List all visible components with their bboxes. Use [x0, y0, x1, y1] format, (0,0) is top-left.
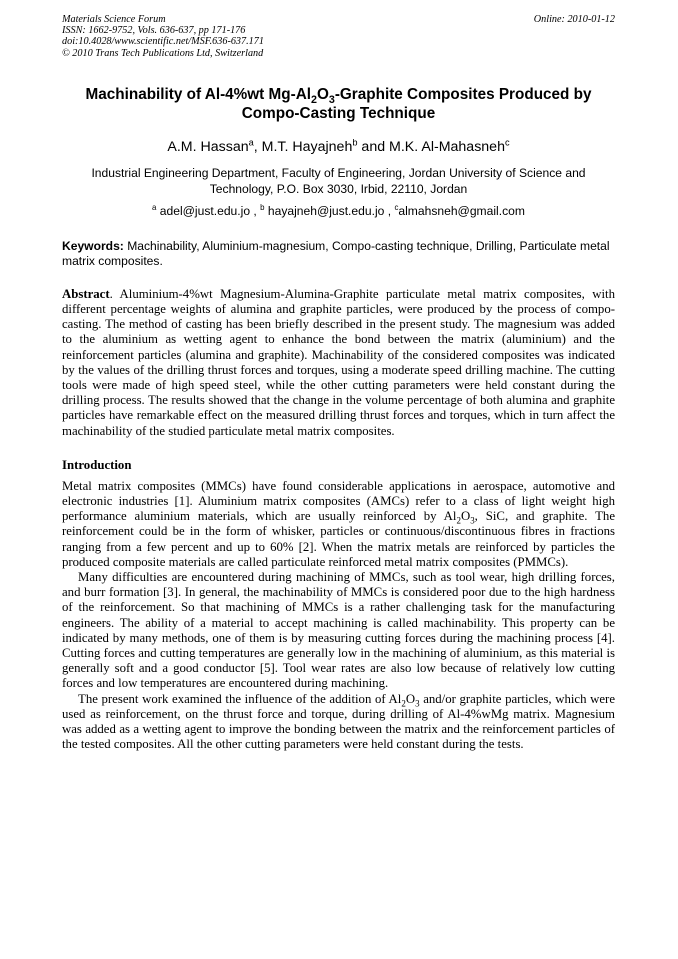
- online-date: Online: 2010-01-12: [533, 14, 615, 25]
- copyright-line: © 2010 Trans Tech Publications Ltd, Switzerland: [62, 47, 264, 59]
- abstract-label: Abstract: [62, 286, 110, 301]
- intro-paragraph-3: The present work examined the influence of the addition of $Al_2O_3$ and/or graphite particles, which were used as reinforcement, on the thrust force and torque, during drilling of Al-4%wMg matrix. Magnesium was added as a wetting agent to improve the bonding between the matrix and the reinforcement particles of the tested composites. All the other cutting parameters were held constant during the tests.: [62, 691, 615, 752]
- email-link[interactable]: adel@just.edu.jo ,: [156, 203, 261, 218]
- author-name: M.T. Hayajneh: [261, 138, 353, 155]
- keywords-text: Machinability, Aluminium-magnesium, Compo-casting technique, Drilling, Particulate metal matrix composites.: [62, 238, 610, 268]
- author-name: A.M. Hassan: [167, 138, 249, 155]
- email-link[interactable]: almahsneh@gmail.com: [398, 203, 525, 218]
- paper-page: [62, 14, 615, 753]
- author-name: M.K. Al-Mahasneh: [389, 138, 505, 155]
- email-link[interactable]: hayajneh@just.edu.jo ,: [264, 203, 395, 218]
- affiliation: Industrial Engineering Department, Faculty of Engineering, Jordan University of Science and Technology, P.O. Box 3030, Irbid, 22110, Jordan: [91, 165, 586, 196]
- section-heading-introduction: Introduction: [62, 457, 132, 472]
- author-list: A.M. Hassan$^a$, M.T. Hayajneh$^b$ and M.K. Al-Mahasneh$^c$: [167, 137, 510, 155]
- abstract-text: . Aluminium-4%wt Magnesium-Alumina-Graphite particulate metal matrix composites, with different percentage weights of alumina and graphite particles, were produced by the process of compo-casting. The method of casting has been briefly described in the present study. The magnesium was added to the aluminium as wetting agent to enhance the bond between the matrix (aluminium) and the reinforcement particles (alumina and graphite). Machinability of the considered composites was indicated by the values of the drilling thrust forces and torques, using a moderate speed drilling machine. The cutting tools were made of high speed steel, while the other cutting parameters were held constant during the drilling process. The results showed that the change in the volume percentage of both alumina and graphite particles have remarkable effect on the measured drilling thrust forces and torques, which in turn affect the machinability of the studied particulate metal matrix composites.: [62, 286, 615, 438]
- author-emails: $^a$ adel@just.edu.jo , $^b$ hayajneh@just.edu.jo , $^c$almahsneh@gmail.com: [152, 202, 525, 218]
- paper-title: Machinability of Al-4%wt $Mg-Al_2O_3$-Graphite Composites Produced by Compo-Casting Technique: [85, 85, 592, 122]
- keywords: [62, 239, 615, 269]
- doi-line: doi:10.4028/www.scientific.net/MSF.636-637.171: [62, 36, 264, 48]
- intro-paragraph-1: Metal matrix composites (MMCs) have found considerable applications in aerospace, automotive and electronic industries [1]. Aluminium matrix composites (AMCs) refer to a class of light weight high performance aluminium materials, which are usually reinforced by $Al_2O_3$, SiC, and graphite. The reinforcement could be in the form of whisker, particles or continuous/discontinuous fibres in fractions ranging from a few percent and up to 60% [2]. When the matrix metals are reinforced by particles the produced composite materials are called particulate reinforced metal matrix composites (PMMCs).: [62, 478, 616, 569]
- abstract: [62, 287, 615, 439]
- intro-paragraph-2: Many difficulties are encountered during machining of MMCs, such as tool wear, high drilling forces, and burr formation [3]. In general, the machinability of MMCs is considered poor due to the high hardness of the reinforcement. So that machining of MMCs is a rather challenging task for the manufacturing engineers. The ability of a material to accept machining is called machinability. This property can be indicated by many methods, one of them is by measuring cutting forces during the machining process [4]. Cutting forces and cutting temperatures are generally low in the machining of aluminium, as this material is generally soft and a good conductor [5]. Tool wear rates are also low because of relatively low cutting forces and low temperatures are encountered during machining.: [62, 570, 615, 691]
- keywords-label: Keywords:: [62, 238, 124, 253]
- journal-name: Materials Science Forum: [62, 14, 166, 25]
- issn-line: ISSN: 1662-9752, Vols. 636-637, pp 171-176: [62, 25, 246, 37]
- journal-header: [62, 14, 615, 59]
